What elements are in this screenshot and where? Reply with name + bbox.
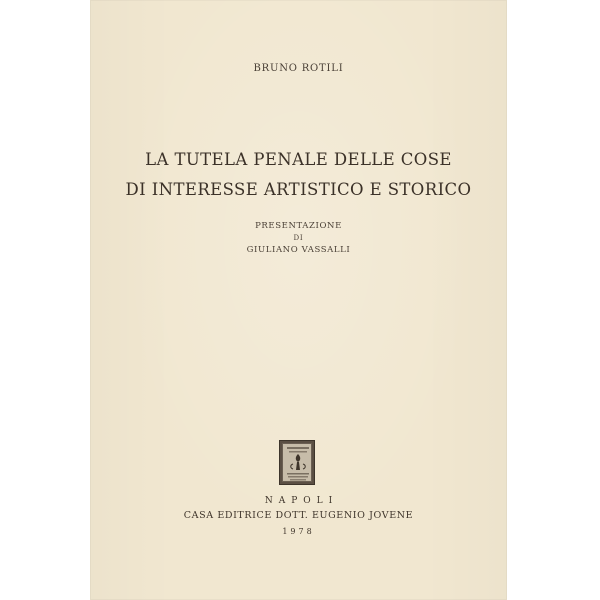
publisher-emblem-inner <box>282 443 312 482</box>
imprint-city: NAPOLI <box>264 496 339 506</box>
publisher-emblem-graphic <box>283 444 312 482</box>
book-title <box>90 145 507 205</box>
imprint <box>90 495 507 539</box>
preface-label: PRESENTAZIONE <box>255 221 342 231</box>
publisher-emblem-icon <box>279 440 315 485</box>
book-cover <box>90 0 507 600</box>
imprint-year: 1978 <box>282 527 315 536</box>
imprint-publisher: CASA EDITRICE DOTT. EUGENIO JOVENE <box>183 510 414 521</box>
preface-author: GIULIANO VASSALLI <box>246 245 351 255</box>
author-name: BRUNO ROTILI <box>253 63 344 74</box>
preface-credit <box>90 220 507 256</box>
title-line-2: DI INTERESSE ARTISTICO E STORICO <box>125 180 472 199</box>
title-line-1: LA TUTELA PENALE DELLE COSE <box>145 150 452 169</box>
preface-di: DI <box>293 234 304 242</box>
